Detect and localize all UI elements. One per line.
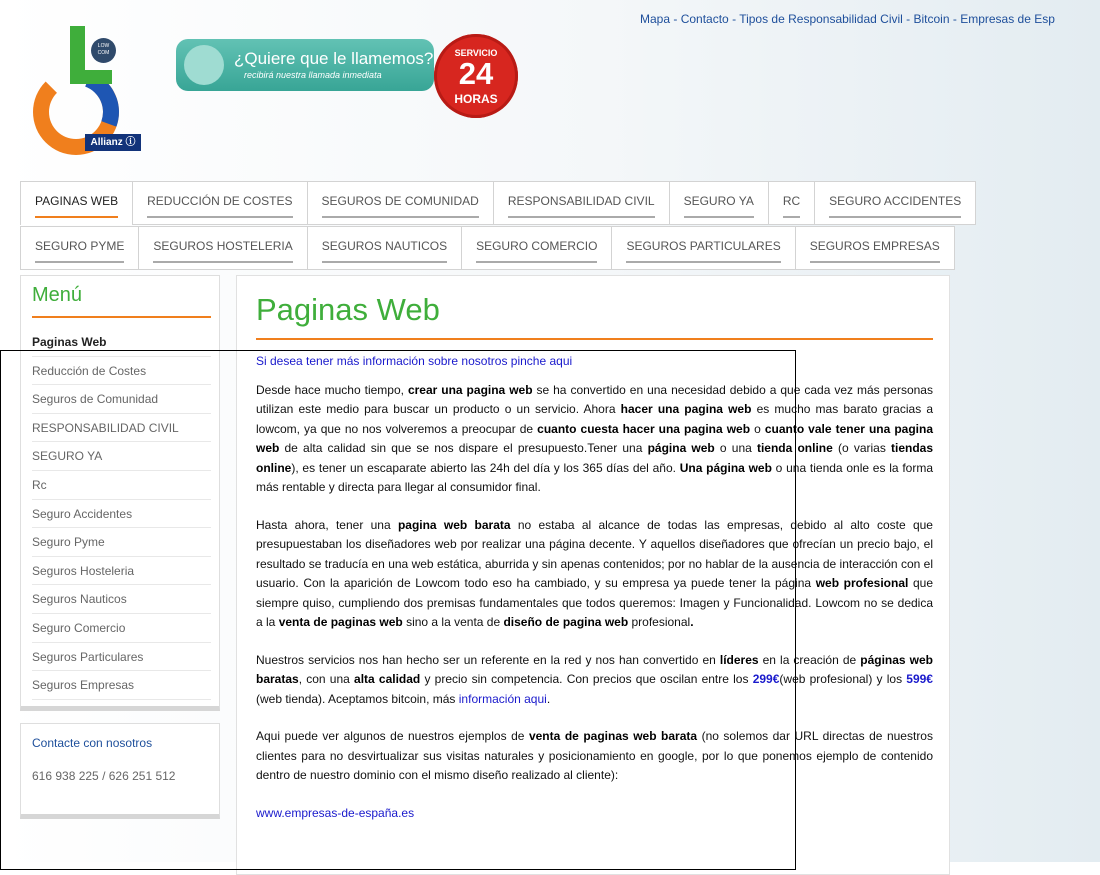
- bold-text: .: [690, 615, 694, 629]
- tab-reducción-de-costes[interactable]: [132, 181, 306, 225]
- bold-text: páginas web baratas: [256, 652, 933, 686]
- sidebar-item[interactable]: Seguros de Comunidad: [32, 385, 211, 414]
- body-text: sino a la venta de: [402, 615, 504, 629]
- paragraph-1: [256, 381, 933, 498]
- sidebar-item[interactable]: Seguro Comercio: [32, 614, 211, 643]
- nav-separator: -: [902, 12, 914, 26]
- callback-banner[interactable]: [176, 39, 434, 91]
- main-tabs-row-1: [20, 181, 976, 225]
- body-text: o: [750, 421, 765, 436]
- tab-label: SEGURO ACCIDENTES: [829, 194, 962, 208]
- body-text: es mucho mas barato gracias a lowcom, ya que no nos volveremos a preocupar de: [256, 402, 934, 436]
- sidebar-item[interactable]: Seguros Nauticos: [32, 585, 211, 614]
- bold-text: tienda online: [756, 441, 833, 455]
- sidebar-item[interactable]: Seguro Pyme: [32, 528, 211, 557]
- sidebar-title: Menú: [32, 284, 83, 306]
- body-text: en la creación de: [758, 652, 861, 667]
- sidebar-item[interactable]: Reducción de Costes: [32, 357, 211, 386]
- body-text: de alta calidad sin que se nos dispare el presupuesto.Tener una: [279, 441, 648, 455]
- sidebar-item[interactable]: RESPONSABILIDAD CIVIL: [32, 414, 211, 443]
- tab-seguro-comercio[interactable]: [461, 226, 611, 270]
- bold-text: cuanto vale tener una pagina web: [256, 421, 933, 455]
- tab-seguros-hosteleria[interactable]: [138, 226, 306, 270]
- bold-text: líderes: [719, 652, 759, 667]
- tab-underline: [322, 216, 479, 218]
- tab-seguros-empresas[interactable]: [795, 226, 955, 270]
- sidebar-divider: [32, 316, 211, 318]
- top-nav-link[interactable]: Empresas de Esp: [960, 12, 1055, 26]
- sidebar-item[interactable]: Seguro Accidentes: [32, 500, 211, 529]
- paragraph-4: [256, 727, 933, 786]
- body-text: Aqui puede ver algunos de nuestros ejemplos de: [256, 729, 529, 743]
- badge-line-1: SERVICIO: [454, 48, 498, 58]
- tab-label: SEGURO YA: [683, 194, 754, 208]
- paragraph-2: [256, 516, 933, 633]
- sidebar-item[interactable]: Paginas Web: [32, 328, 211, 357]
- body-text: y precio sin competencia. Con precios que oscilan entre los: [420, 672, 753, 686]
- sidebar-item[interactable]: Seguros Empresas: [32, 671, 211, 700]
- tab-label: PAGINAS WEB: [35, 194, 119, 208]
- callback-title: ¿Quiere que le llamemos?: [234, 49, 434, 68]
- sidebar-item[interactable]: Rc: [32, 471, 211, 500]
- title-divider: [256, 338, 933, 340]
- body-text: .: [546, 691, 551, 706]
- body-text: Hasta ahora, tener una: [256, 517, 398, 532]
- tab-underline: [810, 261, 940, 263]
- lowcom-badge-text-1: LOW: [97, 43, 110, 49]
- bold-text: cuanto cuesta hacer una pagina web: [537, 421, 751, 436]
- sidebar-item[interactable]: Seguros Particulares: [32, 643, 211, 672]
- logo-green-foot: [70, 70, 112, 84]
- body-text: que siempre quiso, cumpliendo dos premisas fundamentales que todos queremos: Imagen y Funcionalidad. Lowcom no se dedica a la: [256, 576, 933, 629]
- bold-text: crear una pagina web: [407, 382, 533, 397]
- body-text: o una: [714, 441, 757, 455]
- top-nav-link[interactable]: Tipos de Responsabilidad Civil: [739, 12, 903, 26]
- tab-underline: [783, 216, 800, 218]
- tab-label: RESPONSABILIDAD CIVIL: [507, 194, 655, 208]
- tab-label: SEGUROS DE COMUNIDAD: [321, 194, 479, 208]
- sidebar-list: [32, 328, 211, 700]
- tab-underline: [508, 216, 655, 218]
- nav-separator: -: [949, 12, 961, 26]
- tab-label: SEGUROS EMPRESAS: [809, 239, 940, 253]
- body-text: (web profesional) y los: [779, 672, 907, 686]
- tab-underline: [322, 261, 447, 263]
- tab-seguro-accidentes[interactable]: [814, 181, 976, 225]
- bold-text: hacer una pagina web: [620, 402, 752, 416]
- body-text: Nuestros servicios nos han hecho ser un referente en la red y nos han convertido en: [256, 652, 720, 667]
- contact-box: [20, 723, 220, 819]
- top-nav-link[interactable]: Bitcoin: [913, 12, 950, 26]
- bold-text: venta de paginas web: [278, 615, 403, 629]
- body-text: no estaba al alcance de todas las empresas, debido al alto coste que presupuestaban los diseñadores web por realizar una página decente. Y aquellos diseñadores que ofrecían un precio bajo, el resultado se traducía en una web estática, aburrida y sin apenas contenidos; por no hablar de la ausencia de interacción con el usuario. Con la aparición de Lowcom todo eso ha cambiado, y su empresa ya puede tener la página: [256, 517, 933, 590]
- inline-link[interactable]: 599€: [906, 672, 933, 686]
- contact-phone: 616 938 225 / 626 251 512: [32, 769, 176, 783]
- tab-underline: [35, 261, 124, 263]
- tab-seguros-particulares[interactable]: [611, 226, 794, 270]
- lowcom-logo[interactable]: [28, 24, 148, 164]
- allianz-logo: Allianz ⓘ: [85, 134, 141, 151]
- tab-seguro-pyme[interactable]: [20, 226, 138, 270]
- main-tabs-row-2: [20, 226, 955, 270]
- body-text: , con una: [298, 672, 355, 686]
- tab-seguros-nauticos[interactable]: [307, 226, 461, 270]
- info-link[interactable]: Si desea tener más información sobre nosotros pinche aqui: [256, 354, 573, 368]
- body-text: profesional: [628, 615, 691, 629]
- tab-underline: [626, 261, 780, 263]
- tab-seguros-de-comunidad[interactable]: [307, 181, 493, 225]
- headset-operator-icon: [184, 45, 224, 85]
- bold-text: tiendas online: [256, 441, 934, 475]
- service-24h-badge: [434, 34, 518, 118]
- lowcom-badge-text-2: COM: [97, 50, 110, 56]
- badge-line-2: 24: [458, 56, 494, 91]
- body-text: Desde hace mucho tiempo,: [256, 382, 408, 397]
- body-text: o una tienda onle es la forma más rentable y directa para llegar al consumidor final.: [256, 460, 933, 494]
- badge-line-3: HORAS: [454, 92, 498, 106]
- bold-text: alta calidad: [354, 672, 421, 686]
- tab-label: SEGURO COMERCIO: [476, 239, 598, 253]
- tab-label: SEGURO PYME: [35, 239, 125, 253]
- tab-seguro-ya[interactable]: [669, 181, 768, 225]
- callback-subtitle: recibirá nuestra llamada inmediata: [244, 70, 382, 80]
- bold-text: diseño de pagina web: [503, 615, 629, 629]
- tab-label: SEGUROS PARTICULARES: [626, 239, 781, 253]
- tab-underline: [153, 261, 292, 263]
- sidebar-item[interactable]: SEGURO YA: [32, 442, 211, 471]
- top-navigation: [640, 12, 1100, 26]
- top-nav-link[interactable]: Mapa: [640, 12, 671, 26]
- tab-underline: [684, 216, 754, 218]
- tab-underline: [829, 216, 961, 218]
- tab-responsabilidad-civil[interactable]: [493, 181, 669, 225]
- inline-link[interactable]: información aqui: [458, 691, 547, 706]
- tab-underline: [476, 261, 597, 263]
- sidebar-menu: [20, 275, 220, 711]
- bold-text: pagina web barata: [397, 517, 511, 532]
- body-text: (o varias: [832, 441, 891, 455]
- bold-text: venta de paginas web barata: [528, 729, 698, 743]
- bold-text: web profesional: [815, 576, 909, 590]
- tab-label: RC: [782, 194, 801, 208]
- inline-link[interactable]: 299€: [752, 672, 780, 686]
- body-text: se ha convertido en una necesidad debido a que cada vez más personas utilizan este medio para buscar un producto o un servicio. Ahora: [256, 382, 933, 416]
- example-site-link[interactable]: www.empresas-de-españa.es: [256, 805, 415, 820]
- sidebar-item[interactable]: Seguros Hosteleria: [32, 557, 211, 586]
- tab-underline: [35, 216, 118, 218]
- body-text: ), es tener un escaparate abierto las 24h del día y los 365 días del año.: [291, 460, 680, 475]
- contact-title[interactable]: Contacte con nosotros: [32, 736, 153, 750]
- lowcom-badge: [91, 38, 116, 63]
- tab-paginas-web[interactable]: [20, 181, 132, 225]
- tab-rc[interactable]: [768, 181, 814, 225]
- nav-separator: -: [670, 12, 681, 26]
- page-title: Paginas Web: [256, 292, 440, 327]
- bold-text: página web: [647, 441, 715, 455]
- main-content: [236, 275, 950, 875]
- bold-text: Una página web: [679, 460, 772, 475]
- tab-label: SEGUROS NAUTICOS: [321, 239, 448, 253]
- paragraph-3: [256, 651, 933, 710]
- top-nav-link[interactable]: Contacto: [680, 12, 729, 26]
- body-text: (no solemos dar URL directas de nuestros clientes para no desvirtualizar sus visitas naturales y posicionamiento en google, por lo que ponemos ejemplo de contenido dentro de nuestro dominio con el mismo diseño realizado al cliente):: [256, 729, 933, 782]
- nav-separator: -: [728, 12, 740, 26]
- body-text: (web tienda). Aceptamos bitcoin, más: [256, 691, 459, 706]
- article-body: [256, 352, 933, 841]
- tab-underline: [147, 216, 292, 218]
- tab-label: REDUCCIÓN DE COSTES: [147, 194, 293, 208]
- tab-label: SEGUROS HOSTELERIA: [153, 239, 293, 253]
